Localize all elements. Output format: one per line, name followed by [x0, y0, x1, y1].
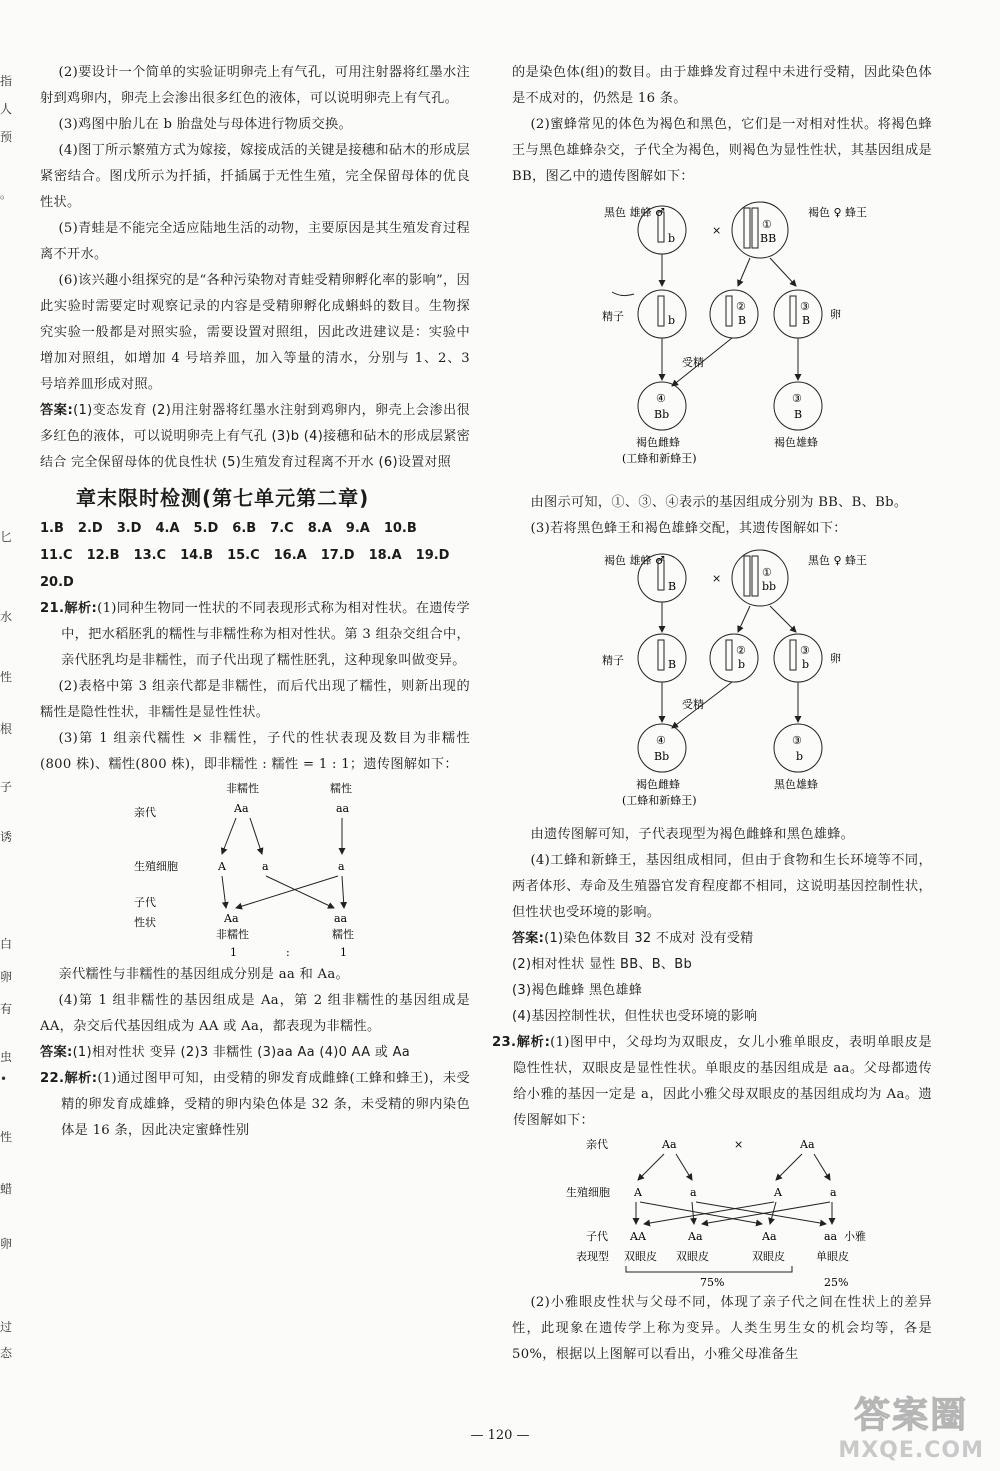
- watermark-text-big: 答案圈: [854, 1395, 969, 1436]
- sperm-gene: b: [668, 314, 676, 327]
- female-genotype: bb: [762, 580, 777, 593]
- q23-label: 23.解析:: [492, 1035, 551, 1050]
- gamete-2: a: [690, 1186, 697, 1199]
- rice-inheritance-diagram: [40, 778, 470, 962]
- male-label: 褐色 雄蜂 ♂: [604, 554, 665, 567]
- gamete-1: A: [634, 1186, 642, 1199]
- fertilization-label: 受精: [682, 698, 704, 711]
- margin-char: 白: [0, 937, 13, 951]
- gamete-4: a: [830, 1186, 837, 1199]
- margin-char: 虫: [0, 1050, 13, 1064]
- parent1-genotype: Aa: [662, 1138, 677, 1151]
- phenotype-1: 双眼皮: [624, 1250, 657, 1263]
- answer22-line-3: (3)褐色雌蜂 黑色雄蜂: [512, 983, 643, 998]
- offspring2-name: 黑色雄蜂: [774, 778, 818, 791]
- offspring1-sub: (工蜂和新蜂王): [622, 452, 697, 465]
- bee-inheritance-diagram-1: [512, 190, 932, 490]
- choice-answer: 1.B: [40, 521, 64, 536]
- fertilization-label: 受精: [682, 356, 704, 369]
- section-title: 章末限时检测(第七单元第二章): [76, 486, 370, 510]
- answer22-line-1: [512, 926, 932, 952]
- choice-answer: 18.A: [368, 548, 402, 563]
- choice-answer: 14.B: [180, 548, 214, 563]
- paragraph-q3: (3)鸡图中胎儿在 b 胎盘处与母体进行物质交换。: [58, 117, 353, 132]
- margin-char: 人: [0, 102, 13, 116]
- label-phenotype: 表现型: [576, 1250, 609, 1263]
- egg-number: ②: [736, 644, 746, 657]
- offspring2-genotype: aa: [334, 912, 348, 925]
- q22-text-2: (2)蜜蜂常见的体色为褐色和黑色，它们是一对相对性状。将褐色蜂王与黑色雄蜂杂交，子代全为褐色，则褐色为显性性状，其基因组成是 BB，图乙中的遗传图解如下：: [512, 117, 932, 184]
- parent1-name: 非糯性: [226, 782, 259, 795]
- percent-recessive: 25%: [824, 1276, 849, 1289]
- gamete-a2: a: [338, 860, 345, 873]
- margin-char: 态: [0, 1346, 13, 1360]
- female-number: ①: [762, 218, 772, 231]
- egg-label: 卵: [830, 308, 841, 321]
- choice-answer: 20.D: [40, 575, 74, 590]
- sperm-gene: B: [668, 658, 677, 671]
- sperm-label: 精子: [602, 310, 624, 323]
- gamete-3: A: [774, 1186, 782, 1199]
- q21-text-4: 亲代糯性与非糯性的基因组成分别是 aa 和 Aa。: [58, 967, 350, 982]
- offspring1-sub: (工蜂和新蜂王): [622, 794, 697, 807]
- margin-char: 诱: [0, 830, 13, 844]
- egg-number: ②: [736, 300, 746, 313]
- male-label: 黑色 雄蜂 ♂: [604, 206, 665, 219]
- egg-label: 卵: [830, 652, 841, 665]
- q21-text-5: (4)第 1 组非糯性的基因组成是 Aa，第 2 组非糯性的基因组成是 AA，杂交后代基因组成为 AA 或 Aa，都表现为非糯性。: [40, 993, 470, 1034]
- choice-answer: 16.A: [273, 548, 307, 563]
- margin-char: 性: [0, 670, 13, 684]
- q22-text-6: (4)工蜂和新蜂王，基因组成相同，但由于食物和生长环境等不同，两者体形、寿命及生殖器官发育程度都不相同，这说明基因控制性状，但性状也受环境的影响。: [512, 853, 932, 920]
- margin-char: 水: [0, 610, 13, 624]
- answer22-line-4: (4)基因控制性状，但性状也受环境的影响: [512, 1009, 758, 1024]
- choice-answer: 7.C: [270, 521, 294, 536]
- offspring1-name: 褐色雌蜂: [636, 436, 680, 449]
- answer22-text-1: (1)染色体数目 32 不成对 没有受精: [544, 931, 754, 946]
- offspring1-number: ④: [656, 392, 666, 405]
- margin-char: •: [0, 1072, 8, 1086]
- offspring-3: Aa: [762, 1230, 777, 1243]
- margin-char: 有: [0, 1002, 13, 1016]
- watermark-text-small: MXQE.COM: [838, 1438, 984, 1463]
- choice-answer: 17.D: [320, 548, 355, 563]
- offspring-2: Aa: [688, 1230, 703, 1243]
- margin-char: 卵: [0, 970, 13, 984]
- q21-block: [40, 596, 470, 674]
- margin-char: 子: [0, 780, 13, 794]
- label-parent: 亲代: [134, 806, 156, 819]
- answer-text: (1)变态发育 (2)用注射器将红墨水注射到鸡卵内，卵壳上会渗出很多红色的液体，可以说明卵壳上有气孔 (3)b (4)接穗和砧木的形成层紧密结合 完全保留母体的优良性状 (5)生殖发育过程离不开水 (6)设置对照: [40, 403, 470, 470]
- choice-answer: 12.B: [86, 548, 120, 563]
- margin-char: 预: [0, 130, 13, 144]
- cross-symbol: ×: [712, 572, 722, 585]
- q23-text-1: (1)图甲中，父母均为双眼皮，女儿小雅单眼皮，表明单眼皮是隐性性状，双眼皮是显性性状。单眼皮的基因组成是 aa。父母都遗传给小雅的基因一定是 a，因此小雅父母双眼皮的基因组成均为 Aa。遗传图解如下：: [513, 1035, 932, 1128]
- margin-char: 过: [0, 1320, 13, 1334]
- egg-gene: B: [738, 314, 747, 327]
- offspring1-number: ④: [656, 734, 666, 747]
- egg2-gene: B: [802, 314, 811, 327]
- offspring2-genotype: b: [796, 750, 804, 763]
- ratio-left: 1: [230, 946, 237, 959]
- label-trait: 性状: [134, 916, 156, 929]
- label-gametes: 生殖细胞: [134, 860, 178, 873]
- offspring-4: aa: [824, 1230, 838, 1243]
- egg2-gene: b: [802, 658, 810, 671]
- eyelid-inheritance-diagram: [512, 1134, 932, 1290]
- choice-answer: 8.A: [307, 521, 332, 536]
- ratio-colon: :: [286, 946, 290, 959]
- margin-char: 卵: [0, 1237, 13, 1251]
- q22-block: [40, 1066, 470, 1144]
- paragraph-q6: (6)该兴趣小组探究的是“各种污染物对青蛙受精卵孵化率的影响”，因此实验时需要定时观察记录的内容是受精卵孵化成蝌蚪的数目。生物探究实验一般都是对照实验，需要设置对照组，因此改进建议是：实验中增加对照组，如增加 4 号培养皿，加入等量的清水，分别与 1、2、3 号培养皿形成对照。: [40, 273, 470, 392]
- choice-answer: 4.A: [155, 521, 180, 536]
- margin-char: 性: [0, 1130, 13, 1144]
- ratio-right: 1: [340, 946, 347, 959]
- answer22-line-2: (2)相对性状 显性 BB、B、Bb: [512, 957, 693, 972]
- egg2-number: ③: [800, 644, 810, 657]
- offspring-1: AA: [630, 1230, 646, 1243]
- female-number: ①: [762, 566, 772, 579]
- gamete-A: A: [218, 860, 226, 873]
- choice-answer: 5.D: [193, 521, 219, 536]
- paragraph-q2: (2)要设计一个简单的实验证明卵壳上有气孔，可用注射器将红墨水注射到鸡卵内，卵壳上会渗出很多红色的液体，可以说明卵壳上有气孔。: [40, 65, 470, 106]
- label-gametes: 生殖细胞: [566, 1186, 610, 1199]
- q22-text-cont: 的是染色体(组)的数目。由于雄蜂发育过程中未进行受精，因此染色体是不成对的，仍然是 16 条。: [512, 65, 932, 106]
- answer-block: [40, 398, 470, 476]
- choice-answer: 19.D: [415, 548, 450, 563]
- female-label: 黑色 ♀ 蜂王: [808, 554, 868, 567]
- answer22-label: 答案:: [512, 931, 545, 946]
- choice-answer: 15.C: [227, 548, 260, 563]
- cross-symbol: ×: [734, 1138, 744, 1151]
- parent2-genotype: Aa: [800, 1138, 815, 1151]
- phenotype-3: 双眼皮: [752, 1250, 785, 1263]
- choice-answer: 3.D: [116, 521, 142, 536]
- egg2-number: ③: [800, 300, 810, 313]
- choice-answer: 10.B: [383, 521, 417, 536]
- offspring1-trait: 非糯性: [216, 928, 249, 941]
- left-column: [40, 60, 470, 1144]
- label-offspring: 子代: [586, 1230, 608, 1243]
- parent2-name: 糯性: [330, 782, 352, 795]
- offspring2-genotype: B: [794, 408, 803, 421]
- margin-char: 蜡: [0, 1182, 13, 1196]
- offspring1-name: 褐色雌蜂: [636, 778, 680, 791]
- offspring2-number: ③: [792, 734, 802, 747]
- offspring2-trait: 糯性: [332, 928, 354, 941]
- egg-gene: b: [738, 658, 746, 671]
- q21-text-3: (3)第 1 组亲代糯性 × 非糯性，子代的性状表现及数目为非糯性(800 株)、糯性(800 株)，即非糯性 : 糯性 = 1 : 1；遗传图解如下：: [40, 731, 470, 772]
- sperm-label: 精子: [602, 654, 624, 667]
- offspring2-name: 褐色雄蜂: [774, 436, 818, 449]
- phenotype-2: 双眼皮: [676, 1250, 709, 1263]
- gamete-a: a: [262, 860, 269, 873]
- parent1-genotype: Aa: [234, 802, 249, 815]
- offspring1-genotype: Bb: [654, 408, 670, 421]
- q23-block: [492, 1030, 932, 1134]
- phenotype-4: 单眼皮: [816, 1250, 849, 1263]
- q21-text-1: (1)同种生物同一性状的不同表现形式称为相对性状。在遗传学中，把水稻胚乳的糯性与非糯性称为相对性状。第 3 组杂交组合中，亲代胚乳均是非糯性，而子代出现了糯性胚乳，这种现象叫做变异。: [61, 601, 470, 668]
- watermark-logo: [838, 1387, 984, 1463]
- q23-text-2: (2)小雅眼皮性状与父母不同，体现了亲子代之间在性状上的差异性，此现象在遗传学上称为变异。人类生男生女的机会均等，各是 50%，根据以上图解可以看出，小雅父母准备生: [512, 1295, 932, 1362]
- choice-answer: 13.C: [133, 548, 167, 563]
- margin-char: 根: [0, 722, 13, 736]
- margin-char: 。: [0, 187, 13, 201]
- q22-label: 22.解析:: [40, 1071, 98, 1086]
- offspring-4-note: 小雅: [844, 1230, 866, 1243]
- choice-answer: 6.B: [232, 521, 257, 536]
- answer21-text: (1)相对性状 变异 (2)3 非糯性 (3)aa Aa (4)0 AA 或 Aa: [72, 1045, 411, 1060]
- female-genotype: BB: [760, 232, 777, 245]
- q22-text-4: (3)若将黑色蜂王和褐色雄蜂交配，其遗传图解如下：: [530, 521, 847, 536]
- parent2-genotype: aa: [336, 802, 350, 815]
- q22-text-3: 由图示可知，①、③、④表示的基因组成分别为 BB、B、Bb。: [530, 495, 908, 510]
- paragraph-q5: (5)青蛙是不能完全适应陆地生活的动物，主要原因是其生殖发育过程离不开水。: [40, 221, 470, 262]
- margin-char: 匕: [0, 530, 13, 544]
- paragraph-q4: (4)图丁所示繁殖方式为嫁接，嫁接成活的关键是接穗和砧木的形成层紧密结合。图戊所示为扦插，扦插属于无性生殖，完全保留母体的优良性状。: [40, 143, 470, 210]
- label-parent: 亲代: [586, 1138, 608, 1151]
- male-gene: b: [668, 232, 676, 245]
- answer21-block: [40, 1040, 470, 1066]
- q22-text-5: 由遗传图解可知，子代表现型为褐色雌蜂和黑色雄蜂。: [530, 827, 855, 842]
- male-gene: B: [668, 580, 677, 593]
- page-number: — 120 —: [470, 1428, 530, 1443]
- q21-label: 21.解析:: [40, 601, 98, 616]
- q22-text-1: (1)通过图甲可知，由受精的卵发育成雌蜂(工蜂和蜂王)，未受精的卵发育成雄蜂，受精的卵内染色体是 32 条，未受精的卵内染色体是 16 条，因此决定蜜蜂性别: [61, 1071, 471, 1138]
- q21-text-2: (2)表格中第 3 组亲代都是非糯性，而后代出现了糯性，则新出现的糯性是隐性性状，非糯性是显性性状。: [40, 679, 470, 720]
- choice-answer: 11.C: [40, 548, 73, 563]
- answer21-label: 答案:: [40, 1045, 73, 1060]
- offspring1-genotype: Bb: [654, 750, 670, 763]
- label-offspring: 子代: [134, 896, 156, 909]
- answer-label: 答案:: [40, 403, 74, 418]
- offspring1-genotype: Aa: [224, 912, 239, 925]
- offspring2-number: ③: [792, 392, 802, 405]
- choice-answer: 9.A: [345, 521, 370, 536]
- female-label: 褐色 ♀ 蜂王: [808, 206, 868, 219]
- choice-answers: [40, 515, 470, 596]
- right-column: [492, 60, 932, 1368]
- cross-symbol: ×: [712, 224, 722, 237]
- bee-inheritance-diagram-2: [512, 542, 932, 822]
- percent-dominant: 75%: [700, 1276, 725, 1289]
- choice-answer: 2.D: [77, 521, 103, 536]
- margin-char: 指: [0, 74, 13, 88]
